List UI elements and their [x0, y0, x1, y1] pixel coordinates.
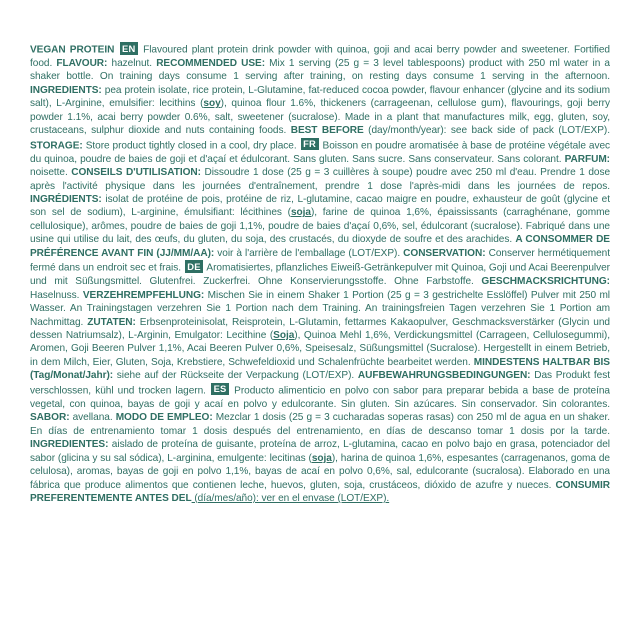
- en-usage-heading: RECOMMENDED USE:: [156, 57, 266, 69]
- language-flag-es: ES: [211, 383, 229, 396]
- de-best-before-heading: MINDESTENS HALTBAR BIS (Tag/Monat/Jahr):: [30, 356, 610, 382]
- fr-ingredients-part-a: isolat de protéine de pois, protéine de riz, L-glutamine, cacao maigre en poudre, exhausteur de goût (glycine et son sel de sodium), L-arginine, émulsifiant: lécithines (: [30, 193, 610, 219]
- language-flag-en: EN: [120, 42, 138, 55]
- en-ingredients-part-b: ), quinoa flour 1.6%, thickeners (carrageenan, cellulose gum), flavourings, goji berry powder 1.1%, acai berry powder 0.6%, salt, sweetener (sucralose). Made in a plant that manufactures milk, egg, gluten, soy, crustaceans, sulphur dioxide and nuts containing foods.: [30, 98, 610, 137]
- es-usage-heading: MODO DE EMPLEO:: [115, 412, 213, 424]
- es-ingredients-part-b: ), harina de quinoa 1,6%, espesantes (carragenanos, goma de celulosa), aromas, bayas de goji en polvo 1,1%, bayas de acaí en polvo 0,6%, sal, edulcorante (sucralosa). Elaborado en una fábrica que produce alimentos que contienen leche, huevos, gluten, soja, crustáceos, dióxido de azufre y nueces.: [30, 452, 610, 491]
- en-flavour-text: hazelnut.: [107, 57, 157, 69]
- language-flag-fr: FR: [301, 138, 319, 151]
- de-usage-text: Mischen Sie in einem Shaker 1 Portion (25 g = 3 gestrichelte Esslöffel) Pulver mit 250 ml Wasser. An Trainingstagen verzehren Sie 1 Portion nach dem Training. An trainingsfreien Tagen verzehren Sie 1 Portion am Nachmittag.: [30, 289, 610, 328]
- en-usage-text: Mix 1 serving (25 g = 3 level tablespoons) product with 250 ml water in a shaker bottle. On training days consume 1 serving after training, on resting days consume 1 serving in the afternoon.: [30, 57, 610, 83]
- de-usage-heading: VERZEHREMPFEHLUNG:: [82, 289, 205, 301]
- de-storage-text: Das Produkt fest verschlossen, kühl und trocken lagern.: [30, 370, 610, 397]
- en-best-before-text: (day/month/year): see back side of pack (LOT/EXP).: [363, 125, 610, 137]
- de-storage-heading: AUFBEWAHRUNGSBEDINGUNGEN:: [357, 370, 531, 382]
- en-allergen-soy: soy: [203, 98, 221, 110]
- product-name: VEGAN PROTEIN: [30, 44, 115, 56]
- es-ingredients-part-a: aislado de proteína de guisante, proteína de arroz, L-glutamina, cacao en polvo bajo en grasa, potenciador del sabor (glicina y su sal sódica), L-arginina, emulgente: lecitinas (: [30, 439, 610, 464]
- en-storage-heading: STORAGE:: [30, 140, 83, 152]
- en-intro: Flavoured plant protein drink powder with quinoa, goji and acai berry powder and sweetener. Fortified food.: [30, 44, 610, 69]
- fr-parfum-heading: PARFUM:: [564, 153, 610, 165]
- es-allergen-soy: soja: [311, 452, 332, 464]
- fr-ingredients-heading: INGRÉDIENTS:: [30, 193, 102, 205]
- en-storage-text: Store product tightly closed in a cool, dry place.: [82, 140, 297, 152]
- de-ingredients-part-b: ), Quinoa Mehl 1,6%, Verdickungsmittel (Carrageen, Cellulosegummi), Aromen, Goji Beeren Pulver 1,1%, Acai Beeren Pulver 0,6%, Speisesalz, Süßungsmittel (Sucralose). Hergestellt in einem Betrieb, in dem Milch, Eier, Gluten, Soja, Krebstiere, Schwefeldioxid und Schalenfrüchte bearbeitet werden.: [30, 330, 610, 368]
- fr-best-before-text: voir à l'arrière de l'emballage (LOT/EXP).: [214, 247, 404, 259]
- es-best-before-text: (día/mes/año): ver en el envase (LOT/EXP).: [191, 492, 390, 504]
- de-ingredients-part-a: Erbsenproteinisolat, Reisprotein, L-Glutamin, fettarmes Kakaopulver, Geschmacksverstärker (Glycin und dessen Natriumsalz), L-Arginin, Emulgator: Lecithine (: [30, 316, 610, 342]
- de-flavour-text: Haselnuss.: [30, 289, 83, 301]
- es-intro: Producto alimenticio en polvo con sabor para preparar bebida a base de proteína vegetal, con quinoa, bayas de goji y acaí en polvo y edulcorante. Sin gluten. Sin azúcares. Sin conservador. Sin colorantes.: [30, 385, 610, 410]
- de-best-before-text: siehe auf der Rückseite der Verpackung (LOT/EXP).: [113, 370, 358, 382]
- fr-allergen-soy: soja: [290, 207, 311, 219]
- en-flavour-heading: FLAVOUR:: [56, 57, 108, 69]
- fr-best-before-heading: A CONSOMMER DE PRÉFÉRENCE AVANT FIN (JJ/MM/AA):: [30, 234, 610, 259]
- en-ingredients-heading: INGREDIENTS:: [30, 84, 102, 96]
- es-usage-text: Mezclar 1 dosis (25 g = 3 cucharadas soperas rasas) con 250 ml de agua en un shaker. En días de entrenamiento tomar 1 dosis después del entrenamiento, en días de descanso tomar 1 dosis por la tarde.: [30, 412, 610, 437]
- fr-ingredients-part-b: ), farine de quinoa 1,6%, épaississants (carraghénane, gomme cellulosique), arômes, poudre de baies de goji 1,1%, poudre de baies d'açaí 0,6%, sel, édulcorant (sucralose). Fabriqué dans une usine qui utilise du lait, des œufs, du gluten, du soja, des crustacés, du dioxyde de soufre et des arachides.: [30, 207, 610, 246]
- fr-storage-heading: CONSERVATION:: [403, 247, 486, 259]
- de-allergen-soy: Soja: [273, 330, 295, 342]
- fr-parfum-text: noisette.: [30, 167, 72, 179]
- fr-usage-text: Dissoudre 1 dose (25 g = 3 cuillères à soupe) poudre avec 250 ml d'eau. Prendre 1 dose après l'activité physique dans les journées d'entraînement, prendre 1 dose l'après-midi dans les journées de repos.: [30, 167, 611, 192]
- es-best-before-heading: CONSUMIR PREFERENTEMENTE ANTES DEL: [30, 479, 610, 504]
- es-flavour-text: avellana.: [69, 412, 116, 424]
- en-ingredients-part-a: pea protein isolate, rice protein, L-Glutamine, fat-reduced cocoa powder, flavour enhancer (glycine and its sodium salt), L-Arginine, emulsifier: lecithins (: [30, 84, 610, 110]
- de-flavour-heading: GESCHMACKSRICHTUNG:: [481, 276, 610, 288]
- es-ingredients-heading: INGREDIENTES:: [30, 439, 109, 451]
- product-label-text: [30, 42, 610, 505]
- en-best-before-heading: BEST BEFORE: [290, 125, 364, 137]
- fr-intro: Boisson en poudre aromatisée à base de protéine végétale avec du quinoa, poudre de baies de goji et d'açaí et édulcorant. Sans gluten. Sans sucre. Sans conservateur. Sans colorant.: [30, 140, 610, 165]
- fr-storage-text: Conserver hermétiquement fermé dans un endroit sec et frais.: [30, 247, 610, 274]
- language-flag-de: DE: [185, 260, 203, 273]
- de-intro: Aromatisiertes, pflanzliches Eiweiß-Getränkepulver mit Quinoa, Goji und Acai Beerenpulver und mit Süßungsmittel. Glutenfrei. Zuckerfrei. Ohne Konservierungsstoffe. Ohne Farbstoffe.: [30, 262, 610, 288]
- de-ingredients-heading: ZUTATEN:: [87, 316, 136, 328]
- es-flavour-heading: SABOR:: [30, 412, 70, 424]
- fr-usage-heading: CONSEILS D'UTILISATION:: [71, 167, 201, 179]
